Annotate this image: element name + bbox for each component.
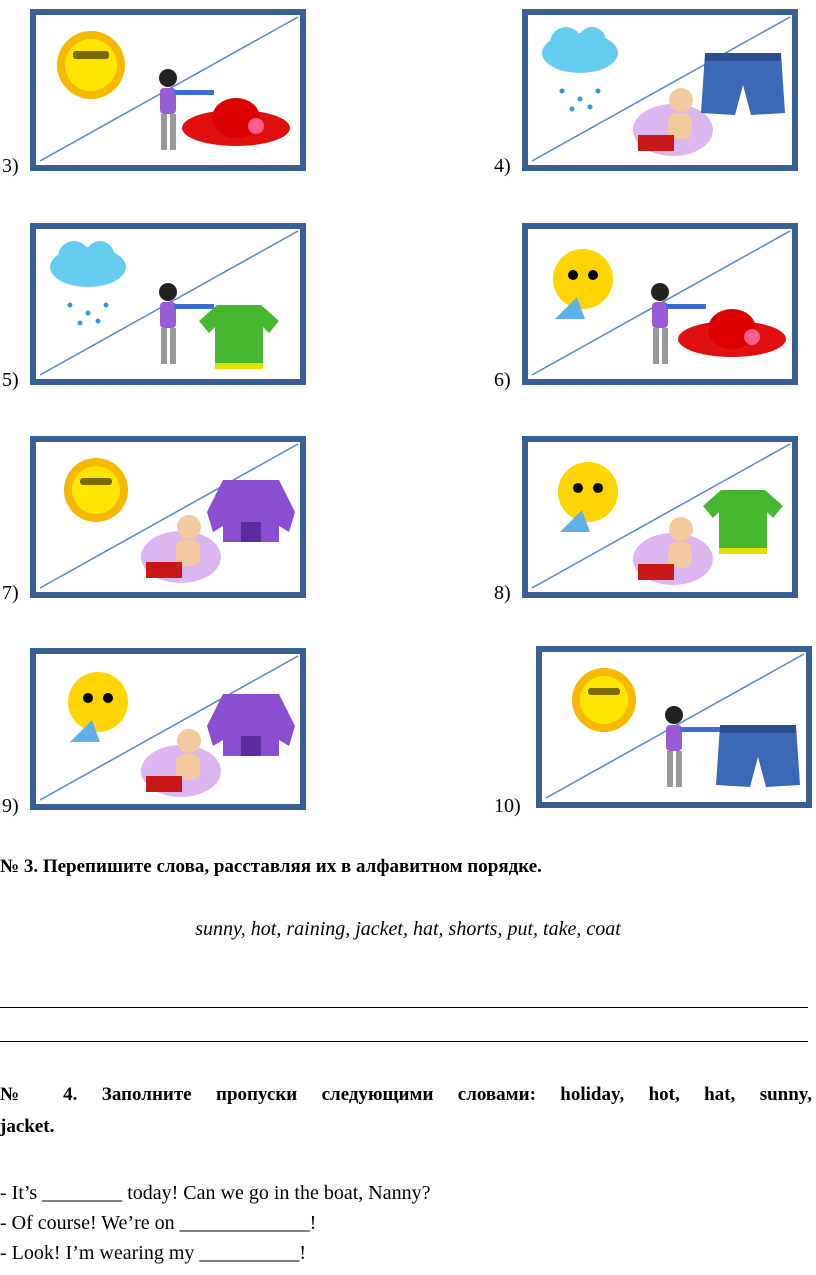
hot-sun-fan-icon [558, 462, 618, 532]
dialogue-line: - Of course! We’re on _____________! [0, 1212, 317, 1234]
jacket-icon [207, 480, 295, 542]
sun-icon [64, 458, 128, 522]
rain-cloud-icon [542, 27, 618, 112]
card-label: 10) [494, 795, 521, 817]
picture-card [536, 646, 812, 808]
card-label: 6) [494, 369, 511, 391]
task3-heading: № 3. Перепишите слова, расставляя их в алфавитном порядке. [0, 856, 542, 877]
card-illustration [36, 15, 300, 165]
card-illustration [528, 229, 792, 379]
word-list: sunny, hot, raining, jacket, hat, shorts, put, take, coat [195, 918, 621, 940]
hat-icon [182, 98, 290, 146]
card-label: 8) [494, 582, 511, 604]
baby-icon [633, 517, 713, 585]
picture-card [522, 223, 798, 385]
card-illustration [542, 652, 806, 802]
picture-card [30, 436, 306, 598]
shirt-icon [703, 490, 783, 554]
rain-cloud-icon [50, 241, 126, 326]
picture-card [30, 223, 306, 385]
dialogue-line: - Look! I’m wearing my __________! [0, 1242, 307, 1264]
card-label: 3) [2, 155, 19, 177]
sun-icon [572, 668, 636, 732]
picture-card [522, 436, 798, 598]
hat-icon [678, 309, 786, 357]
shirt-icon [199, 305, 279, 369]
jacket-icon [207, 694, 295, 756]
card-illustration [528, 15, 792, 165]
hot-sun-fan-icon [68, 672, 128, 742]
task4-heading-continued: jacket. [0, 1116, 55, 1137]
picture-card [522, 9, 798, 171]
task4-heading: № 4. Заполните пропуски следующими словами: holiday, hot, hat, sunny, [0, 1084, 812, 1105]
sun-icon [57, 31, 125, 99]
card-label: 9) [2, 795, 19, 817]
writing-line [0, 1041, 808, 1042]
card-illustration [36, 229, 300, 379]
card-label: 7) [2, 582, 19, 604]
baby-icon [141, 729, 221, 797]
person-icon [665, 706, 720, 787]
shorts-icon [716, 725, 800, 787]
picture-card [30, 9, 306, 171]
shorts-icon [701, 53, 785, 115]
card-illustration [528, 442, 792, 592]
card-illustration [36, 442, 300, 592]
writing-line [0, 1007, 808, 1008]
dialogue-line: - It’s ________ today! Can we go in the boat, Nanny? [0, 1182, 431, 1204]
card-illustration [36, 654, 300, 804]
picture-card [30, 648, 306, 810]
card-label: 4) [494, 155, 511, 177]
hot-sun-fan-icon [553, 249, 613, 319]
card-label: 5) [2, 369, 19, 391]
